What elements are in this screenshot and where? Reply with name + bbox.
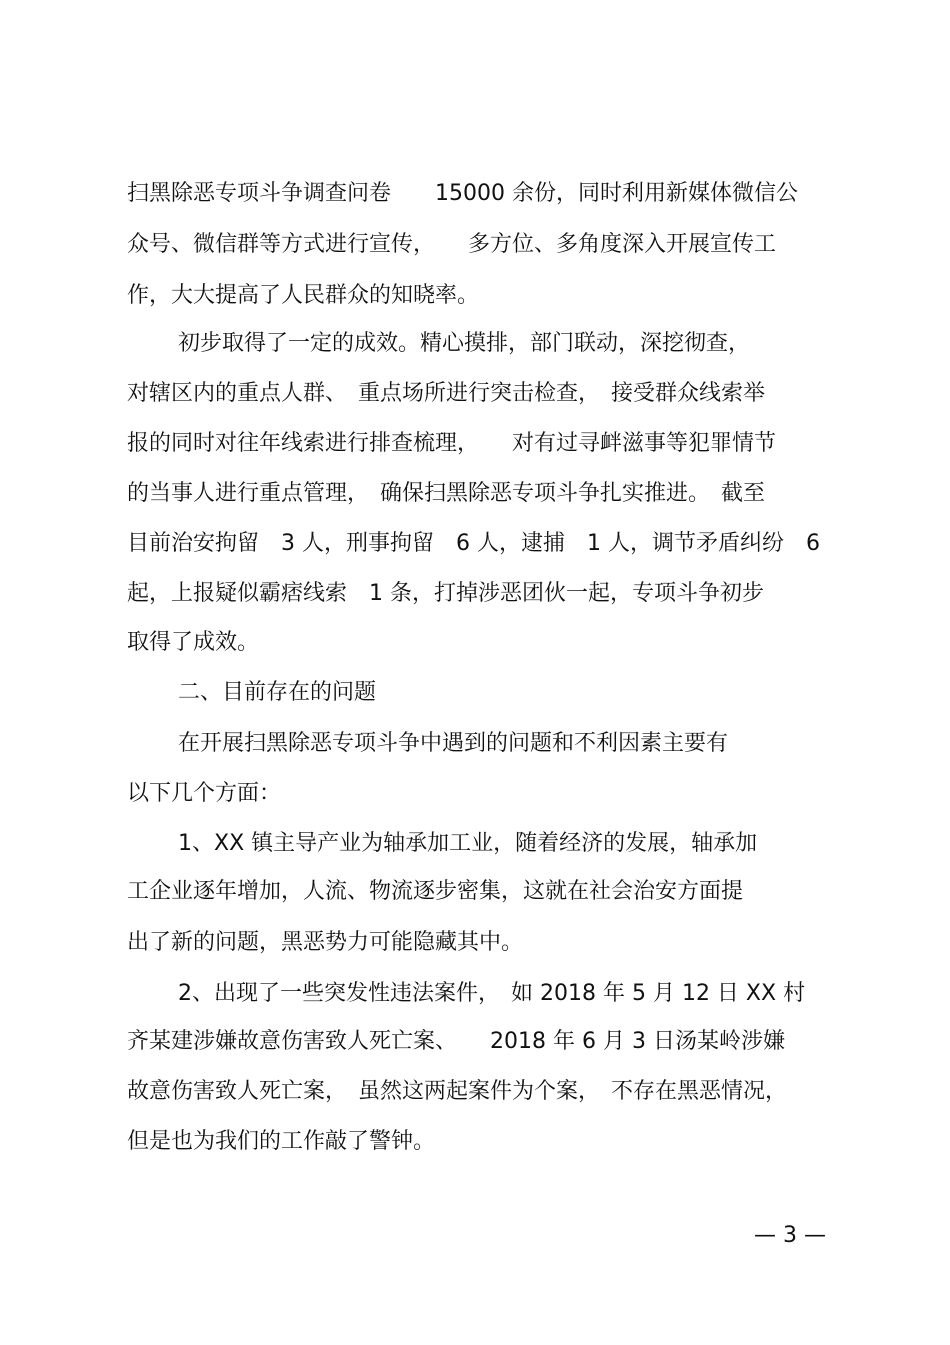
body-line-16: 出了新的问题，黑恶势力可能隐藏其中。 [127, 930, 524, 955]
body-line-1: 扫黑除恶专项斗争调查问卷 15000 余份，同时利用新媒体微信公 [127, 181, 798, 206]
body-line-20: 但是也为我们的工作敲了警钟。 [127, 1129, 436, 1154]
body-line-7: 的当事人进行重点管理， 确保扫黑除恶专项斗争扎实推进。 截至 [127, 481, 766, 506]
body-line-12: 在开展扫黑除恶专项斗争中遇到的问题和不利因素主要有 [178, 731, 729, 756]
body-line-5: 对辖区内的重点人群、 重点场所进行突击检查， 接受群众线索举 [127, 381, 766, 406]
body-line-15: 工企业逐年增加，人流、物流逐步密集，这就在社会治安方面提 [127, 879, 744, 904]
body-line-2: 众号、微信群等方式进行宣传， 多方位、多角度深入开展宣传工 [127, 232, 777, 257]
body-line-6: 报的同时对往年线索进行排查梳理， 对有过寻衅滋事等犯罪情节 [127, 431, 777, 456]
body-line-13: 以下几个方面： [127, 781, 282, 806]
body-line-3: 作，大大提高了人民群众的知晓率。 [127, 283, 480, 308]
section-heading: 二、目前存在的问题 [178, 680, 377, 705]
page-number: — 3 — [754, 1223, 826, 1248]
body-line-18: 齐某建涉嫌故意伤害致人死亡案、 2018 年 6 月 3 日汤某岭涉嫌 [127, 1029, 785, 1054]
body-line-19: 故意伤害致人死亡案， 虽然这两起案件为个案， 不存在黑恶情况， [127, 1079, 788, 1104]
body-line-8: 目前治安拘留 3 人，刑事拘留 6 人，逮捕 1 人，调节矛盾纠纷 6 [127, 531, 820, 556]
body-line-14: 1、XX 镇主导产业为轴承加工业，随着经济的发展，轴承加 [178, 831, 758, 856]
body-line-17: 2、出现了一些突发性违法案件， 如 2018 年 5 月 12 日 XX 村 [178, 981, 806, 1006]
body-line-4: 初步取得了一定的成效。精心摸排，部门联动，深挖彻查， [178, 331, 751, 356]
body-line-9: 起，上报疑似霸痞线索 1 条，打掉涉恶团伙一起，专项斗争初步 [127, 581, 764, 606]
body-line-10: 取得了成效。 [127, 630, 260, 655]
